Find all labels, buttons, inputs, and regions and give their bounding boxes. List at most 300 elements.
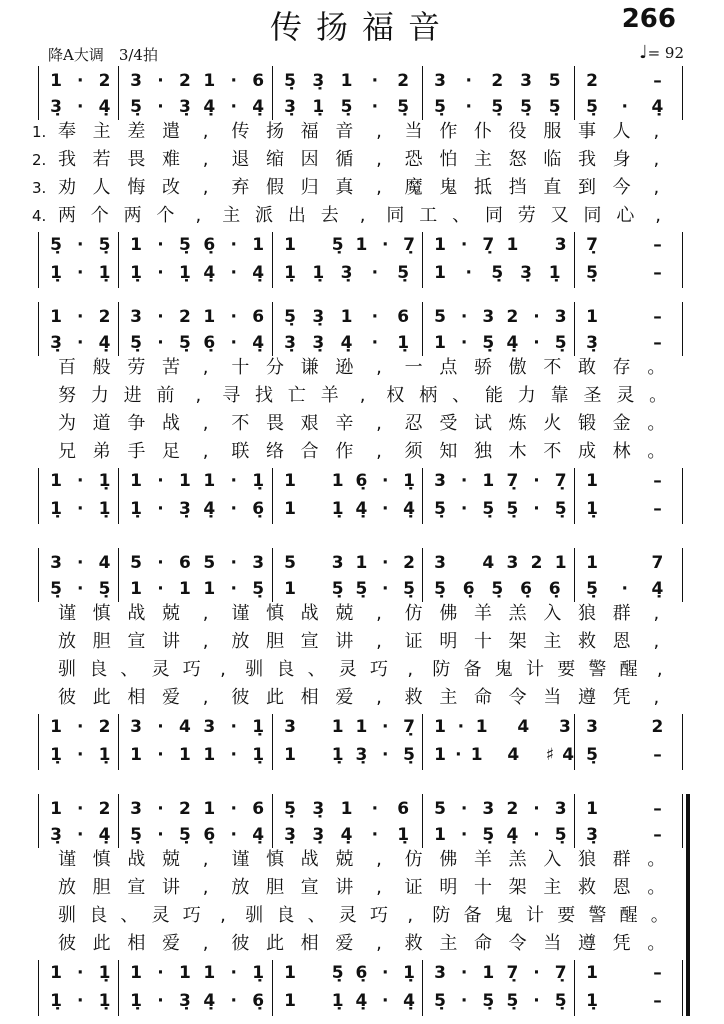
lyric-char: , bbox=[376, 441, 382, 462]
note: · bbox=[371, 263, 379, 283]
lyric-char: 当 bbox=[543, 687, 562, 708]
note: 1̣ bbox=[586, 499, 598, 519]
lyric-line bbox=[38, 356, 686, 380]
lyric-char: 退 bbox=[231, 149, 250, 170]
lyric-char: 宣 bbox=[127, 631, 146, 652]
note: 3 bbox=[130, 307, 142, 327]
note: 4̣ bbox=[355, 991, 368, 1011]
note: 5̣ bbox=[482, 825, 495, 845]
note: – bbox=[653, 333, 662, 353]
tempo-value: = 92 bbox=[647, 44, 684, 62]
note: 5̣ bbox=[331, 579, 344, 599]
note: 1 bbox=[434, 717, 446, 737]
lyric-char: 劳 bbox=[127, 357, 146, 378]
note: · bbox=[157, 499, 164, 519]
note: 5̣ bbox=[50, 235, 62, 255]
note: 5 bbox=[434, 307, 446, 327]
lyric-char: 慎 bbox=[92, 603, 111, 624]
lyric-char: 辛 bbox=[335, 413, 354, 434]
lyric-char: 两 bbox=[58, 205, 76, 226]
note: 1̣ bbox=[252, 745, 265, 765]
lyric-char: 十 bbox=[474, 631, 492, 652]
lyric-char: 放 bbox=[58, 631, 76, 652]
note: · bbox=[230, 333, 237, 353]
lyric-char: 宣 bbox=[127, 877, 146, 898]
lyric-char: 联 bbox=[231, 441, 250, 462]
lyric-char: 逊 bbox=[335, 357, 354, 378]
lyric-char: 柄 bbox=[419, 385, 438, 406]
lyric-char: 救 bbox=[404, 933, 423, 954]
note: 3̣ bbox=[178, 97, 191, 117]
verse-number: 3. bbox=[32, 179, 47, 197]
lyric-char: 战 bbox=[127, 603, 146, 624]
note: 5 bbox=[130, 553, 142, 573]
note: 6̣ bbox=[548, 579, 561, 599]
lyric-char: 同 bbox=[583, 205, 602, 226]
lyric-char: , bbox=[376, 357, 382, 378]
lyric-char: 、 bbox=[120, 659, 139, 680]
note: 1 bbox=[50, 963, 62, 983]
note: 5̣ bbox=[98, 235, 111, 255]
tempo-marking bbox=[639, 42, 684, 63]
lyric-char: 谨 bbox=[231, 603, 250, 624]
note: 4̣ bbox=[252, 333, 265, 353]
note: 6 bbox=[397, 307, 410, 327]
note: · bbox=[77, 963, 84, 983]
note: · bbox=[460, 799, 468, 819]
note: 1̣ bbox=[252, 717, 265, 737]
lyric-char: , bbox=[220, 905, 226, 926]
note: 5̣ bbox=[178, 235, 191, 255]
note: 3 bbox=[520, 71, 532, 91]
lyric-char: 胆 bbox=[92, 631, 111, 652]
lyric-char: 十 bbox=[231, 357, 250, 378]
lyric-char: 合 bbox=[300, 441, 319, 462]
lyric-char: 我 bbox=[58, 149, 76, 170]
lyric-char: 魔 bbox=[404, 177, 423, 198]
lyric-char: , bbox=[376, 603, 382, 624]
note: 5̣ bbox=[284, 799, 296, 819]
lyric-char: 胆 bbox=[266, 877, 284, 898]
lyric-char: 谨 bbox=[58, 849, 76, 870]
note: · bbox=[230, 963, 237, 983]
note: 7̣ bbox=[482, 235, 495, 255]
lyric-char: , bbox=[202, 357, 209, 378]
note: 1 bbox=[50, 307, 62, 327]
note: · bbox=[157, 717, 164, 737]
lyric-char: 防 bbox=[432, 659, 451, 680]
note: 2 bbox=[98, 71, 111, 91]
note: · bbox=[77, 825, 84, 845]
quarter-note-icon: ♩ bbox=[639, 42, 648, 63]
note: · bbox=[230, 263, 237, 283]
lyric-char: 良 bbox=[276, 659, 295, 680]
lyric-char: 、 bbox=[120, 905, 139, 926]
note: 1̣ bbox=[98, 263, 111, 283]
key-signature: 降A大调 3/4拍 bbox=[48, 46, 158, 64]
lyric-char: 遵 bbox=[578, 933, 596, 954]
music-system bbox=[32, 66, 686, 290]
note: 5̣ bbox=[554, 499, 567, 519]
note: 3 bbox=[130, 799, 142, 819]
note: · bbox=[77, 263, 84, 283]
lyric-char: 权 bbox=[386, 385, 405, 406]
lyric-char: 足 bbox=[162, 441, 180, 462]
note: · bbox=[460, 471, 468, 491]
note: 5̣ bbox=[434, 97, 446, 117]
note: 5̣ bbox=[178, 825, 191, 845]
lyric-char: 讲 bbox=[162, 631, 180, 652]
note: 1̣ bbox=[252, 963, 265, 983]
lyric-char: 直 bbox=[543, 177, 562, 198]
lyric-char: , bbox=[220, 659, 226, 680]
lyric-char: 要 bbox=[557, 659, 576, 680]
note: · bbox=[230, 499, 237, 519]
lyric-char: 慎 bbox=[266, 849, 284, 870]
note: 3 bbox=[586, 717, 598, 737]
note: 4̣ bbox=[203, 991, 216, 1011]
lyric-char: , bbox=[653, 149, 660, 170]
note: 3 bbox=[554, 235, 567, 255]
lyric-char: 救 bbox=[404, 687, 423, 708]
note: · bbox=[533, 799, 540, 819]
lyric-char: 苦 bbox=[162, 357, 180, 378]
lyric-char: 凭 bbox=[612, 687, 631, 708]
lyric-char: 手 bbox=[127, 441, 146, 462]
note: · bbox=[460, 333, 468, 353]
lyric-char: 、 bbox=[452, 205, 471, 226]
lyric-char: 仆 bbox=[474, 121, 492, 142]
lyric-char: , bbox=[653, 177, 660, 198]
lyric-line bbox=[38, 384, 686, 408]
note: · bbox=[157, 745, 164, 765]
note: 1̣ bbox=[403, 963, 415, 983]
note: 1̣ bbox=[586, 991, 598, 1011]
lyric-char: 相 bbox=[127, 933, 146, 954]
note: 2 bbox=[403, 553, 415, 573]
note: 5 bbox=[284, 553, 296, 573]
lyric-char: 怒 bbox=[508, 149, 527, 170]
lyric-char: 主 bbox=[92, 121, 111, 142]
note: · bbox=[157, 799, 164, 819]
note: 1 bbox=[284, 471, 296, 491]
lyric-char: 前 bbox=[156, 385, 175, 406]
note: 6̣ bbox=[252, 499, 265, 519]
lyric-char: 今 bbox=[612, 177, 631, 198]
note: 4̣ bbox=[506, 333, 519, 353]
note: – bbox=[653, 263, 662, 283]
note: 4 bbox=[562, 745, 575, 765]
note: · bbox=[77, 579, 84, 599]
note: 1 bbox=[203, 799, 216, 819]
note: 5̣ bbox=[482, 333, 495, 353]
note: 6 bbox=[178, 553, 191, 573]
note: 1̣ bbox=[331, 499, 344, 519]
verse-number: 1. bbox=[32, 123, 47, 141]
lyric-char: 。 bbox=[647, 413, 666, 434]
lyric-char: 福 bbox=[300, 121, 319, 142]
lyric-char: 扬 bbox=[266, 121, 284, 142]
lyric-char: 仿 bbox=[404, 603, 423, 624]
lower-row bbox=[38, 96, 686, 118]
note: 6̣ bbox=[203, 333, 216, 353]
note: 6̣ bbox=[355, 471, 368, 491]
lyric-char: 兢 bbox=[162, 849, 180, 870]
note: · bbox=[621, 579, 628, 599]
lyric-char: 战 bbox=[127, 849, 146, 870]
lyric-char: 忍 bbox=[404, 413, 423, 434]
lyric-char: 循 bbox=[335, 149, 354, 170]
note: 1 bbox=[50, 799, 62, 819]
note: 5̣ bbox=[586, 745, 598, 765]
lyric-char: 主 bbox=[543, 877, 562, 898]
note: 4 bbox=[482, 553, 495, 573]
note: · bbox=[77, 333, 84, 353]
lyric-char: 寻 bbox=[222, 385, 241, 406]
lyric-char: 劝 bbox=[58, 177, 76, 198]
lyric-line bbox=[38, 658, 686, 682]
note: 3 bbox=[284, 717, 296, 737]
note: 1̣ bbox=[312, 97, 325, 117]
note: 5̣ bbox=[548, 97, 561, 117]
lyric-char: 慎 bbox=[92, 849, 111, 870]
note: – bbox=[653, 991, 662, 1011]
lyric-char: 木 bbox=[508, 441, 527, 462]
note: · bbox=[230, 717, 237, 737]
lyric-char: , bbox=[376, 149, 382, 170]
lyric-char: , bbox=[202, 687, 209, 708]
note: 5 bbox=[434, 799, 446, 819]
lyric-char: 临 bbox=[543, 149, 562, 170]
note: 3̣ bbox=[50, 97, 62, 117]
note: 5 bbox=[203, 553, 216, 573]
note: 4̣ bbox=[403, 991, 415, 1011]
note: · bbox=[230, 307, 237, 327]
lyric-char: 灵 bbox=[151, 659, 170, 680]
note: · bbox=[77, 71, 84, 91]
note: 5̣ bbox=[491, 579, 504, 599]
note: – bbox=[653, 235, 662, 255]
note: 5̣ bbox=[434, 991, 446, 1011]
lyric-char: 十 bbox=[474, 877, 492, 898]
lyric-char: 羊 bbox=[320, 385, 339, 406]
note: 3̣ bbox=[586, 333, 598, 353]
lyric-char: 。 bbox=[647, 933, 666, 954]
note: · bbox=[621, 97, 628, 117]
note: 5̣ bbox=[331, 235, 344, 255]
lyric-char: 此 bbox=[92, 933, 111, 954]
note: 4̣ bbox=[340, 333, 353, 353]
note: 5 bbox=[548, 71, 561, 91]
note: 3̣ bbox=[284, 825, 296, 845]
note: 5̣ bbox=[586, 579, 598, 599]
lyric-char: 鬼 bbox=[494, 659, 513, 680]
lyric-char: 火 bbox=[543, 413, 562, 434]
note: 1 bbox=[130, 235, 142, 255]
lyric-char: , bbox=[376, 177, 382, 198]
lyric-char: 讲 bbox=[162, 877, 180, 898]
note: 1̣ bbox=[397, 333, 410, 353]
note: · bbox=[230, 471, 237, 491]
lyric-char: 怕 bbox=[439, 149, 458, 170]
note: 2 bbox=[586, 71, 598, 91]
bass-upper-row bbox=[38, 234, 686, 256]
note: · bbox=[455, 745, 462, 765]
note: · bbox=[382, 991, 389, 1011]
lyric-char: 群 bbox=[612, 849, 631, 870]
lyric-char: 胆 bbox=[266, 631, 284, 652]
note: 5̣ bbox=[284, 307, 296, 327]
lyric-char: 传 bbox=[231, 121, 250, 142]
note: 1̣ bbox=[50, 745, 62, 765]
lyric-char: , bbox=[195, 205, 202, 226]
note: 6 bbox=[397, 799, 410, 819]
note: 6̣ bbox=[203, 825, 216, 845]
note: 1 bbox=[130, 579, 142, 599]
note: · bbox=[460, 825, 468, 845]
note: 3̣ bbox=[312, 799, 325, 819]
lyric-char: 计 bbox=[526, 905, 544, 926]
note: 4̣ bbox=[506, 825, 519, 845]
lyric-char: 爱 bbox=[335, 933, 354, 954]
note: 5̣ bbox=[554, 825, 567, 845]
lyric-char: 进 bbox=[123, 385, 142, 406]
note: 1 bbox=[482, 963, 495, 983]
note: · bbox=[230, 553, 237, 573]
note: 4 bbox=[507, 745, 520, 765]
note: 5̣ bbox=[340, 97, 353, 117]
lyric-char: 放 bbox=[58, 877, 76, 898]
lyric-char: 驯 bbox=[245, 905, 264, 926]
lyric-char: 放 bbox=[231, 877, 250, 898]
lyric-char: 备 bbox=[463, 659, 482, 680]
note: 1 bbox=[434, 333, 446, 353]
lyric-char: 同 bbox=[386, 205, 405, 226]
lyric-char: 出 bbox=[287, 205, 306, 226]
lyric-char: 防 bbox=[432, 905, 451, 926]
note: 1 bbox=[340, 307, 353, 327]
lyric-char: 计 bbox=[526, 659, 544, 680]
note: 1̣ bbox=[284, 263, 296, 283]
lyric-char: 要 bbox=[557, 905, 576, 926]
note: 4̣ bbox=[355, 499, 368, 519]
note: 2 bbox=[397, 71, 410, 91]
lyric-char: 架 bbox=[508, 877, 527, 898]
lyric-char: 为 bbox=[58, 413, 76, 434]
note: 1 bbox=[130, 745, 142, 765]
lyric-char: 彼 bbox=[58, 933, 76, 954]
music-system bbox=[38, 302, 686, 526]
lower-row bbox=[38, 578, 686, 600]
lyric-char: 讲 bbox=[335, 877, 354, 898]
note: · bbox=[77, 499, 84, 519]
lyric-char: 个 bbox=[90, 205, 109, 226]
lyric-char: , bbox=[653, 687, 660, 708]
note: 7̣ bbox=[506, 963, 519, 983]
lyric-char: 炼 bbox=[508, 413, 527, 434]
lyric-char: 鬼 bbox=[494, 905, 513, 926]
note: 2 bbox=[98, 307, 111, 327]
note: 1 bbox=[434, 263, 446, 283]
lyric-char: , bbox=[202, 877, 209, 898]
note: 1 bbox=[475, 717, 488, 737]
note: 5̣ bbox=[50, 579, 62, 599]
note: 1 bbox=[284, 579, 296, 599]
note: 1 bbox=[434, 745, 446, 765]
lyric-char: , bbox=[376, 413, 382, 434]
lyric-char: 敢 bbox=[578, 357, 596, 378]
lyric-char: 战 bbox=[300, 849, 319, 870]
note: 4 bbox=[517, 717, 530, 737]
lyric-char: 入 bbox=[543, 603, 562, 624]
lyric-char: 宣 bbox=[300, 631, 319, 652]
lyric-char: 不 bbox=[543, 441, 562, 462]
note: 4̣ bbox=[203, 499, 216, 519]
note: · bbox=[230, 799, 237, 819]
lyric-line bbox=[32, 148, 686, 172]
bass-lower-row bbox=[38, 744, 686, 766]
lyric-char: 弟 bbox=[92, 441, 111, 462]
lyric-char: 心 bbox=[616, 205, 635, 226]
note: 5̣ bbox=[130, 97, 142, 117]
note: 1 bbox=[203, 963, 216, 983]
lyric-char: , bbox=[202, 849, 209, 870]
note: · bbox=[230, 825, 237, 845]
lyric-char: 劳 bbox=[517, 205, 536, 226]
note: 4̣ bbox=[651, 579, 664, 599]
lyric-char: 工 bbox=[419, 205, 438, 226]
lyric-char: 驯 bbox=[58, 905, 76, 926]
lyric-line bbox=[38, 686, 686, 710]
note: 1̣ bbox=[50, 263, 62, 283]
lyric-char: 恐 bbox=[404, 149, 423, 170]
lyric-char: 成 bbox=[578, 441, 596, 462]
note: · bbox=[460, 235, 468, 255]
lyric-char: 此 bbox=[266, 933, 284, 954]
lyric-char: 难 bbox=[162, 149, 180, 170]
note: 1 bbox=[284, 991, 296, 1011]
verse-number: 2. bbox=[32, 151, 47, 169]
note: 1̣ bbox=[130, 263, 142, 283]
lyric-char: 力 bbox=[517, 385, 536, 406]
note: 1 bbox=[355, 235, 368, 255]
note: 3 bbox=[506, 553, 519, 573]
note: · bbox=[77, 471, 84, 491]
lyric-char: 警 bbox=[588, 659, 607, 680]
lyric-char: 两 bbox=[123, 205, 142, 226]
note: 3 bbox=[434, 963, 446, 983]
lyric-char: 作 bbox=[439, 121, 458, 142]
note: 5̣ bbox=[397, 263, 410, 283]
note: 4̣ bbox=[98, 97, 111, 117]
lyric-char: , bbox=[653, 121, 660, 142]
note: · bbox=[371, 307, 379, 327]
note: · bbox=[230, 235, 237, 255]
lyric-char: 警 bbox=[588, 905, 607, 926]
note: · bbox=[77, 717, 84, 737]
note: 6 bbox=[252, 799, 265, 819]
note: 3 bbox=[482, 799, 495, 819]
note: 1̣ bbox=[331, 991, 344, 1011]
note: 3̣ bbox=[178, 991, 191, 1011]
lyric-char: , bbox=[407, 905, 414, 926]
note: 1 bbox=[203, 745, 216, 765]
lyric-char: , bbox=[653, 603, 660, 624]
lyric-char: 试 bbox=[474, 413, 492, 434]
note: 1 bbox=[586, 307, 598, 327]
lyric-char: , bbox=[407, 659, 414, 680]
note: – bbox=[653, 799, 662, 819]
